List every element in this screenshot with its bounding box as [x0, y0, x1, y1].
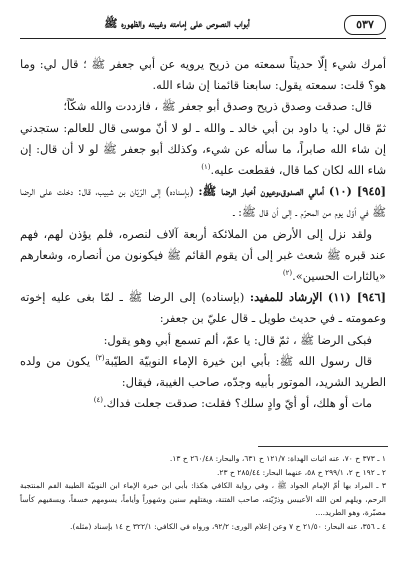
footnote-ref-3: (٣) — [95, 354, 105, 363]
paragraph-9-text: مات أو هلك، أو أيّ وادٍ سلك؟ فقلت: صدقت جعلت فداك. — [102, 396, 372, 411]
hadith-source: الإرشاد للمفيد: — [249, 290, 323, 305]
footnote-separator — [258, 446, 388, 447]
paragraph-8-text-b: يكون من ولده الطريد الشريد، الموتور بأبيه وجدّه، صاحب الغيبة، فيقال: — [20, 353, 386, 390]
footnote-2: ٢ ـ ١٩٢ ح ٢، ٢٩٩/١ ح ٥٨، عنهما البحار: ٢٨٥/٤٤ ح ٢٣. — [216, 467, 386, 477]
hadith-946 — [20, 287, 386, 329]
hadith-number: [٩٤٥] (١٠) — [328, 184, 387, 199]
footnote-ref-4: (٤) — [93, 396, 103, 405]
footnotes — [20, 452, 386, 534]
hadith-source: أمالي الصدوق،وعيون أخبار الرضا ﷺ: — [198, 184, 325, 199]
paragraph-9 — [20, 393, 386, 414]
paragraph-1: أمرك شيء إلّا حديثاً سمعته من ذريح يرويه عن أبي جعفر ﷺ ؛ قال لي: وما هو؟ قلت: سمعته يقول: سابعنا قائمنا إن شاء الله. — [20, 57, 386, 93]
hadith-text: (بإسناده) إلى الرّيّان بن شبيب، قال: دخلت على الرضا ﷺ في أوّل يوم من المحرّم ـ إلى أن قال ﷺ: ـ — [20, 184, 386, 220]
footnote-ref-2: (٢) — [282, 269, 293, 278]
footnote-4: ٤ ـ ٣٥٦، عنه البحار: ٢١/٥٠ ح ٧ وعن إعلام الورى: ٩٢/٢، ورواه في الكافي: ٣٢٢/١ ح ١٤ بإسناد (مثله). — [70, 521, 386, 531]
footnote-ref-1: (١) — [201, 163, 211, 172]
running-header — [20, 14, 386, 39]
chapter-title: أبواب النصوص على إمامته وغيبته والظهوره ﷺ — [104, 17, 250, 30]
main-text — [20, 54, 386, 414]
paragraph-5-text: ولقد نزل إلى الأرض من الملائكة أربعة آلاف لنصره، فلم يؤذن لهم، فهم عند قبره ﷺ شعث غبر إلى أن يقوم القائم ﷺ فيكونون من أنصاره، وشعارهم «يالثارات الحسين». — [20, 226, 386, 284]
paragraph-8 — [20, 351, 386, 393]
paragraph-8-text-a: قال رسول الله ﷺ: بأبي ابن خيرة الإماء النوبيّة الطيّبة — [104, 353, 373, 368]
hadith-text: (بإسناده) إلى الرضا ﷺ ـ لمّا بغى عليه إخوته وعمومته ـ في حديث طويل ـ قال عليّ بن جعفر: — [20, 290, 386, 326]
paragraph-3-text: ثمّ قال لي: يا داود بن أبي خالد ـ والله ـ لو لا أنّ موسى قال للعالم: ستجدني إن شاء الله صابراً، ما سأله عن شيء، وكذلك أبو جعفر ﷺ لو لا أن قال: إن شاء الله لكان كما قال، فقطعت عليه. — [20, 120, 386, 178]
footnote-1: ١ ـ ٣٧٣ ح ٧٠، عنه اثبات الهداة: ١٢١/٧ ح ٦٣١، والبحار: ٢٦٠/٤٨ ح ١٣. — [169, 454, 386, 463]
paragraph-2: قال: صدقت وصدق ذريح وصدق أبو جعفر ﷺ ، فازددت والله شكّاً؛ — [63, 99, 372, 114]
paragraph-7: فبكى الرضا ﷺ ، ثمّ قال: يا عمّ، ألم تسمع أبي وهو يقول: — [103, 332, 372, 347]
footnote-3: ٣ ـ المراد بها أمّ الإمام الجواد ﷺ ، وفي رواية الكافي هكذا: بأبي ابن خيرة الإماء ابن النوبيّة الطيبة الفم المنتجبة الرحم، ويلهم لعن الله الأعيبس وذرّيّته، صاحب الفتنة، ويقتلهم سنين وشهوراً وأياماً، يسومهم خسفاً، ويسقيهم كأساً مصبّرة، وهو الطريد.... — [20, 481, 386, 518]
paragraph-5 — [20, 224, 386, 288]
paragraph-3 — [20, 118, 386, 182]
page-number: ٥٣٧ — [344, 15, 386, 35]
hadith-945 — [20, 181, 386, 223]
hadith-number: [٩٤٦] (١١) — [327, 290, 387, 305]
